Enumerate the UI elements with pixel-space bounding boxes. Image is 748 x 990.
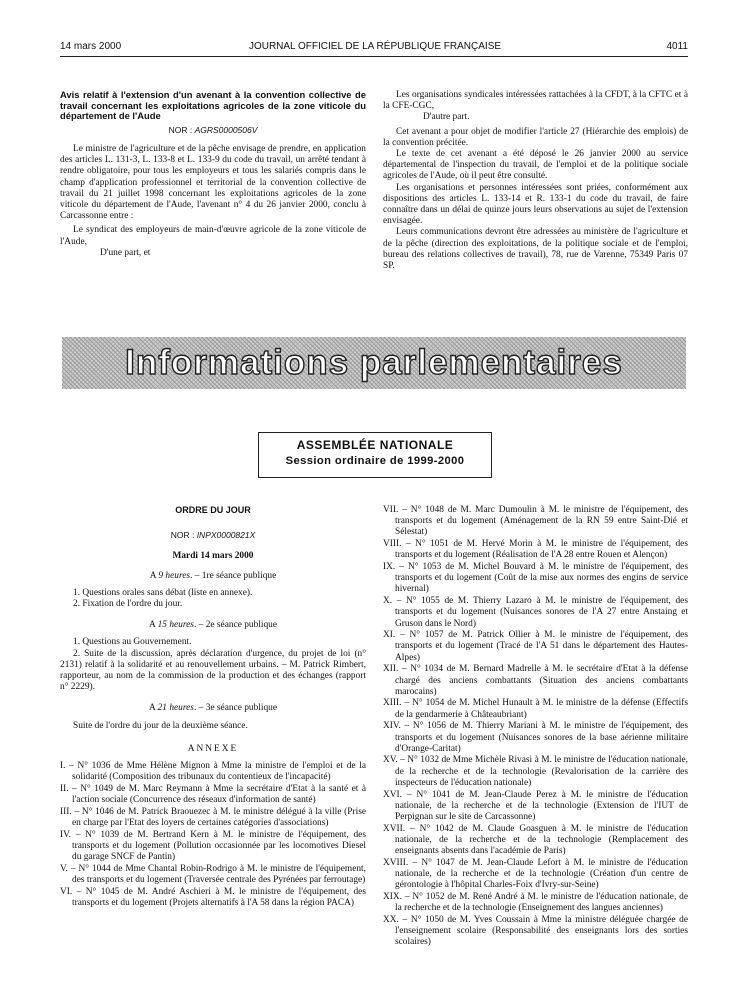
- article-paragraph: Le ministre de l'agriculture et de la pêche envisage de prendre, en application des articles L. 131-3, L. 133-8 et L. 133-9 du code du travail, un arrêté tendant à rendre obligatoire, pour tous les employeurs et tous les salariés compris dans le champ d'application professionnel et territorial de la convention collective de travail du 21 juillet 1998 concernant les exploitations agricoles de la zone viticole du département de l'Aude, l'avenant n° 4 du 26 janvier 2000, conclu à Carcassonne entre :: [60, 143, 366, 222]
- assemblee-box: [258, 432, 492, 478]
- question-item: III. – N° 1046 de M. Patrick Braouezec à M. le ministre délégué à la ville (Prise en charge par l'Etat des loyers de certaines catégories d'associations): [60, 806, 366, 829]
- question-item: XIII. – N° 1054 de M. Michel Hunault à M. le ministre de la défense (Effectifs de la gendarmerie à Châteaubriant): [383, 698, 688, 720]
- section-banner: [62, 337, 686, 389]
- list-item: 2. Suite de la discussion, après déclaration d'urgence, du projet de loi (n° 2131) relatif à la solidarité et au renouvellement urbains. – M. Patrick Rimbert, rapporteur, au nom de la commission de la production et des échanges (rapport n° 2229).: [60, 648, 366, 693]
- article-paragraph: Le syndicat des employeurs de main-d'œuvre agricole de la zone viticole de l'Aude,: [60, 225, 366, 247]
- article-left-column: [60, 90, 366, 259]
- question-item: XIV. – N° 1056 de M. Thierry Mariani à M. le ministre de l'équipement, des transports et du logement (Nuisances sonores de la base aérienne militaire d'Orange-Caritat): [383, 721, 688, 754]
- seance-2-items: [60, 637, 366, 693]
- ordre-left-column: [60, 505, 366, 909]
- ordre-title: ORDRE DU JOUR: [175, 505, 251, 515]
- seance-1-time: 9 heures: [158, 570, 191, 581]
- header-rule: [60, 56, 688, 57]
- article-paragraph: D'une part, et: [100, 247, 151, 258]
- article-paragraph: Les organisations syndicales intéressées rattachées à la CFDT, à la CFTC et à la CFE-CGC,: [383, 90, 688, 112]
- article-paragraph: Leurs communications devront être adressées au ministère de l'agriculture et de la pêche (direction des exploitations, de la politique sociale et de l'emploi, bureau des relations collectives de travail), 78, rue de Varenne, 75349 Paris 07 SP.: [383, 227, 688, 272]
- question-item: XVIII. – N° 1047 de M. Jean-Claude Lefort à M. le ministre de l'éducation nationale, de la recherche et de la technologie (Création d'un centre de gérontologie à l'hôpital Charles-Foix d'Ivry-sur-Seine): [383, 857, 688, 891]
- question-item: XV. – N° 1032 de Mme Michèle Rivasi à M. le ministre de l'éducation nationale, de la recherche et de la technologie (Revalorisation de la carrière des inspecteurs de l'éducation nationale): [383, 755, 688, 788]
- ordre-date: Mardi 14 mars 2000: [172, 551, 254, 562]
- seance-2-time: 15 heures: [157, 620, 194, 631]
- annexe-list-right: [383, 505, 688, 948]
- seance-3-heading: A 21 heures. – 3e séance publique: [148, 703, 278, 714]
- page-number: 4011: [666, 41, 688, 52]
- list-item: 1. Questions orales sans débat (liste en annexe).: [73, 587, 253, 598]
- question-item: VI. – N° 1045 de M. André Aschieri à M. le ministre de l'équipement, des transports et du logement (Projets alternatifs à l'A 58 dans la région PACA): [60, 886, 366, 908]
- question-item: XII. – N° 1034 de M. Bernard Madrelle à M. le secrétaire d'Etat à la défense chargé des anciens combattants (Situation des anciens combattants marocains): [383, 664, 688, 697]
- question-item: VII. – N° 1048 de M. Marc Dumoulin à M. le ministre de l'équipement, des transports et du logement (Aménagement de la RN 59 entre Saint-Dié et Sélestat): [383, 505, 688, 538]
- list-item: 2. Fixation de l'ordre du jour.: [73, 599, 183, 610]
- ordre-nor: NOR : INPX0000821X: [170, 530, 256, 541]
- article-right-column: [383, 90, 688, 272]
- article-paragraph: D'autre part.: [423, 112, 470, 123]
- session-title: Session ordinaire de 1999-2000: [285, 455, 465, 467]
- article-paragraph: Les organisations et personnes intéressées sont priées, conformément aux dispositions des articles L. 133-14 et R. 133-1 du code du travail, de faire connaître dans un délai de quinze jours leurs observations au sujet de l'extension envisagée.: [383, 182, 688, 227]
- seance-1-heading: A 9 heures. – 1re séance publique: [149, 570, 277, 581]
- question-item: XVI. – N° 1041 de M. Jean-Claude Perez à M. le ministre de l'éducation nationale, de la recherche et de la technologie (Extension de l'IUT de Perpignan sur le site de Carcassonne): [383, 789, 688, 822]
- journal-title: JOURNAL OFFICIEL DE LA RÉPUBLIQUE FRANÇAISE: [248, 41, 502, 52]
- question-item: XI. – N° 1057 de M. Patrick Ollier à M. le ministre de l'équipement, des transports et du logement (Tracé de l'A 51 dans le département des Hautes-Alpes): [383, 630, 688, 663]
- list-item: 1. Questions au Gouvernement.: [73, 637, 192, 648]
- assemblee-title: ASSEMBLÉE NATIONALE: [296, 438, 454, 452]
- article-paragraph: Le texte de cet avenant a été déposé le 26 janvier 2000 au service départemental de l'inspection du travail, de l'emploi et de la politique sociale agricoles de l'Aude, où il peut être consulté.: [383, 149, 688, 182]
- question-item: XVII. – N° 1042 de M. Claude Goasguen à M. le ministre de l'éducation nationale, de la recherche et de la technologie (Remplacement des enseignants absents dans l'académie de Paris): [383, 823, 688, 857]
- question-item: XIX. – N° 1052 de M. René André à M. le ministre de l'éducation nationale, de la recherche et de la technologie (Enseignement des langues anciennes): [383, 891, 688, 914]
- page-date: 14 mars 2000: [60, 41, 122, 52]
- section-banner-text: Informations parlementaires: [125, 343, 623, 382]
- annexe-title: ANNEXE: [187, 743, 239, 754]
- question-item: VIII. – N° 1051 de M. Hervé Morin à M. le ministre de l'équipement, des transports et du logement (Réalisation de l'A 28 entre Rouen et Alençon): [383, 539, 688, 561]
- seance-2-heading: A 15 heures. – 2e séance publique: [148, 620, 278, 631]
- article-nor: NOR : AGRS0000506V: [168, 124, 258, 135]
- question-item: IX. – N° 1053 de M. Michel Bouvard à M. le ministre de l'équipement, des transports et du logement (Coût de la mise aux normes des engins de service hivernal): [383, 562, 688, 595]
- question-item: IV. – N° 1039 de M. Bertrand Kern à M. le ministre de l'équipement, des transports et du logement (Pollution occasionnée par les locomotives Diesel du garage SNCF de Pantin): [60, 829, 366, 863]
- question-item: XX. – N° 1050 de M. Yves Coussain à Mme la ministre déléguée chargée de l'enseignement scolaire (Responsabilité des enseignants lors des sorties scolaires): [383, 914, 688, 948]
- article-title: Avis relatif à l'extension d'un avenant à la convention collective de travail concernant les exploitations agricoles de la zone viticole du département de l'Aude: [60, 89, 366, 122]
- seance-3-time: 21 heures: [157, 703, 194, 714]
- seance-1-items: [73, 588, 366, 610]
- ordre-nor-code: INPX0000821X: [196, 530, 256, 541]
- question-item: X. – N° 1055 de M. Thierry Lazaro à M. le ministre de l'équipement, des transports et du logement (Nuisances sonores de l'A 27 entre Anstaing et Gruson dans le Nord): [383, 596, 688, 629]
- seance-3-text: Suite de l'ordre du jour de la deuxième séance.: [73, 720, 248, 731]
- annexe-list-left: [60, 761, 366, 909]
- question-item: II. – N° 1049 de M. Marc Reymann à Mme la secrétaire d'Etat à la santé et à l'action sociale (Concurrence des réseaux d'information de santé): [60, 783, 366, 806]
- question-item: I. – N° 1036 de Mme Hélène Mignon à Mme la ministre de l'emploi et de la solidarité (Composition des tribunaux du contentieux de l'incapacité): [60, 761, 366, 783]
- article-nor-code: AGRS0000506V: [194, 124, 258, 135]
- question-item: V. – N° 1044 de Mme Chantal Robin-Rodrigo à M. le ministre de l'équipement, des transports et du logement (Traversée centrale des Pyrénées par ferroutage): [60, 863, 366, 886]
- article-paragraph: Cet avenant a pour objet de modifier l'article 27 (Hiérarchie des emplois) de la convention précitée.: [383, 126, 688, 148]
